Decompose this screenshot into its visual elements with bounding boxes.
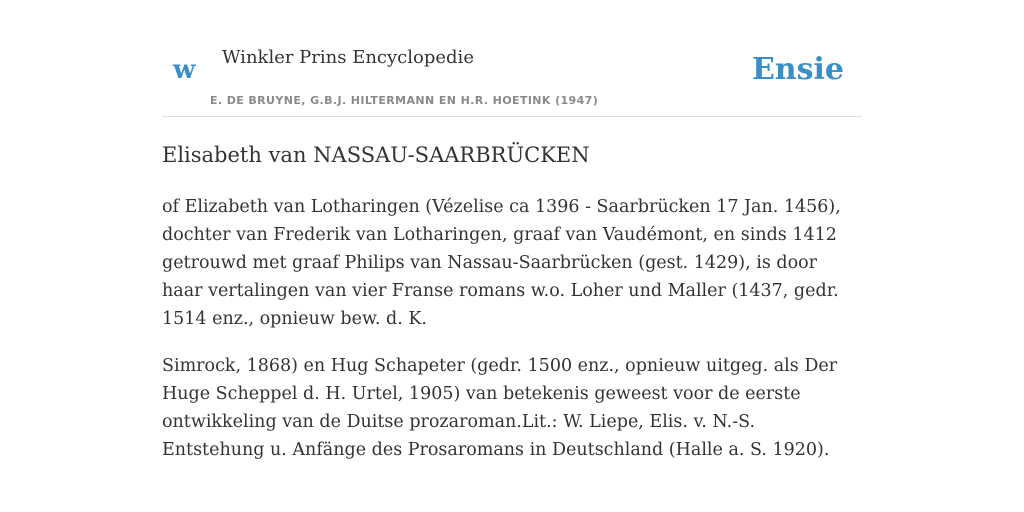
ensie-logo[interactable]: Ensie	[751, 52, 844, 87]
book-authors: E. DE BRUYNE, G.B.J. HILTERMANN EN H.R. HOETINK (1947)	[210, 94, 599, 107]
article-paragraph: Simrock, 1868) en Hug Schapeter (gedr. 1500 enz., opnieuw uitgeg. als Der Huge Scheppel d. H. Urtel, 1905) van betekenis geweest voor de eerste ontwikkeling van de Duitse prozaroman.Lit.: W. Liepe, Elis. v. N.-S. Entstehung u. Anfänge des Prosaromans in Deutschland (Halle a. S. 1920).	[162, 356, 838, 460]
winkler-prins-logo[interactable]: w	[173, 55, 196, 85]
article-title: Elisabeth van NASSAU-SAARBRÜCKEN	[162, 143, 590, 167]
article	[162, 136, 862, 464]
book-title[interactable]: Winkler Prins Encyclopedie	[222, 47, 474, 68]
article-paragraph: of Elizabeth van Lotharingen (Vézelise ca 1396 - Saarbrücken 17 Jan. 1456), dochter van Frederik van Lotharingen, graaf van Vaudémont, en sinds 1412 getrouwd met graaf Philips van Nassau-Saarbrücken (gest. 1429), is door haar vertalingen van vier Franse romans w.o. Loher und Maller (1437, gedr. 1514 enz., opnieuw bew. d. K.	[162, 197, 841, 329]
header	[162, 0, 862, 117]
